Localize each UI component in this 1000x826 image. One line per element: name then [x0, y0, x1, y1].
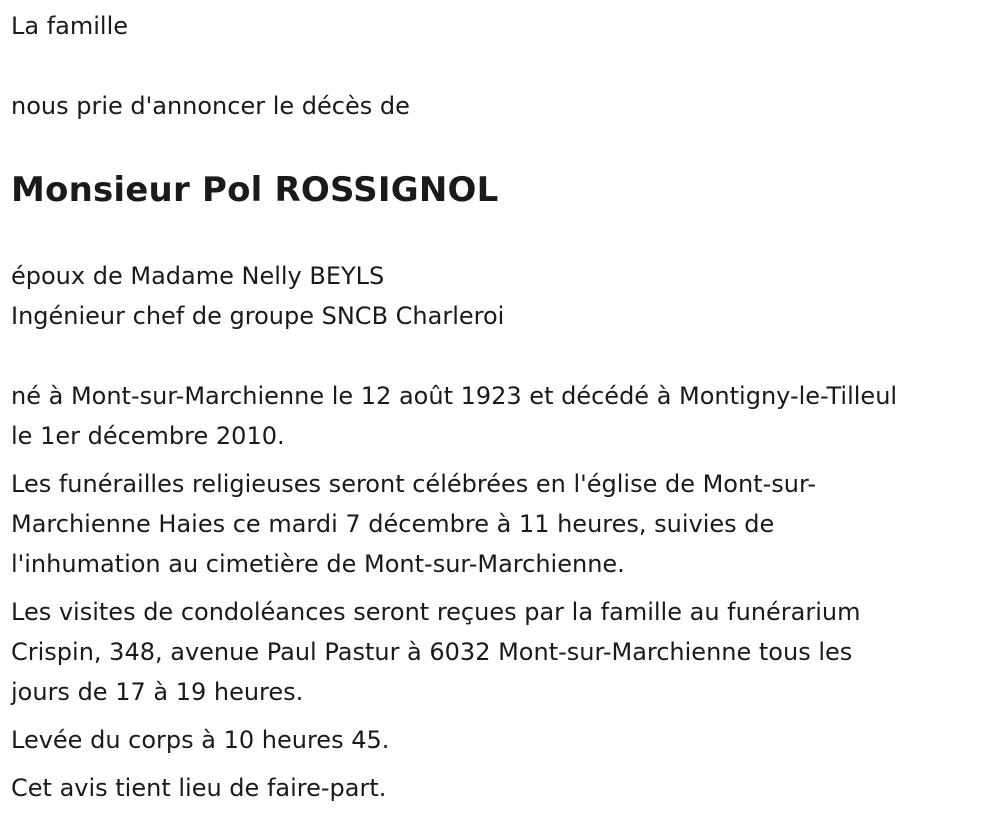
announce-text: nous prie d'annoncer le décès de [11, 92, 410, 120]
identity-block [11, 256, 1000, 336]
funeral-line-1: Les funérailles religieuses seront célébrées en l'église de Mont-sur- [11, 470, 816, 498]
details-block [11, 376, 1000, 808]
intro-text: La famille [11, 12, 129, 40]
birth-death-line-2: le 1er décembre 2010. [11, 422, 285, 450]
funeral-line-2: Marchienne Haies ce mardi 7 décembre à 11 heures, suivies de [11, 510, 775, 538]
closing-paragraph: Cet avis tient lieu de faire-part. [11, 774, 387, 802]
profession-text: Ingénieur chef de groupe SNCB Charleroi [11, 302, 505, 330]
birth-death-paragraph [11, 376, 996, 456]
visits-paragraph [11, 592, 996, 712]
visits-line-2: Crispin, 348, avenue Paul Pastur à 6032 Mont-sur-Marchienne tous les [11, 638, 853, 666]
funeral-paragraph [11, 464, 996, 584]
deceased-name: Monsieur Pol ROSSIGNOL [11, 170, 499, 210]
visits-line-1: Les visites de condoléances seront reçues par la famille au funérarium [11, 598, 861, 626]
birth-death-line-1: né à Mont-sur-Marchienne le 12 août 1923 et décédé à Montigny-le-Tilleul [11, 382, 898, 410]
levee-paragraph: Levée du corps à 10 heures 45. [11, 726, 390, 754]
spouse-text: époux de Madame Nelly BEYLS [11, 262, 385, 290]
visits-line-3: jours de 17 à 19 heures. [11, 678, 304, 706]
funeral-line-3: l'inhumation au cimetière de Mont-sur-Marchienne. [11, 550, 625, 578]
